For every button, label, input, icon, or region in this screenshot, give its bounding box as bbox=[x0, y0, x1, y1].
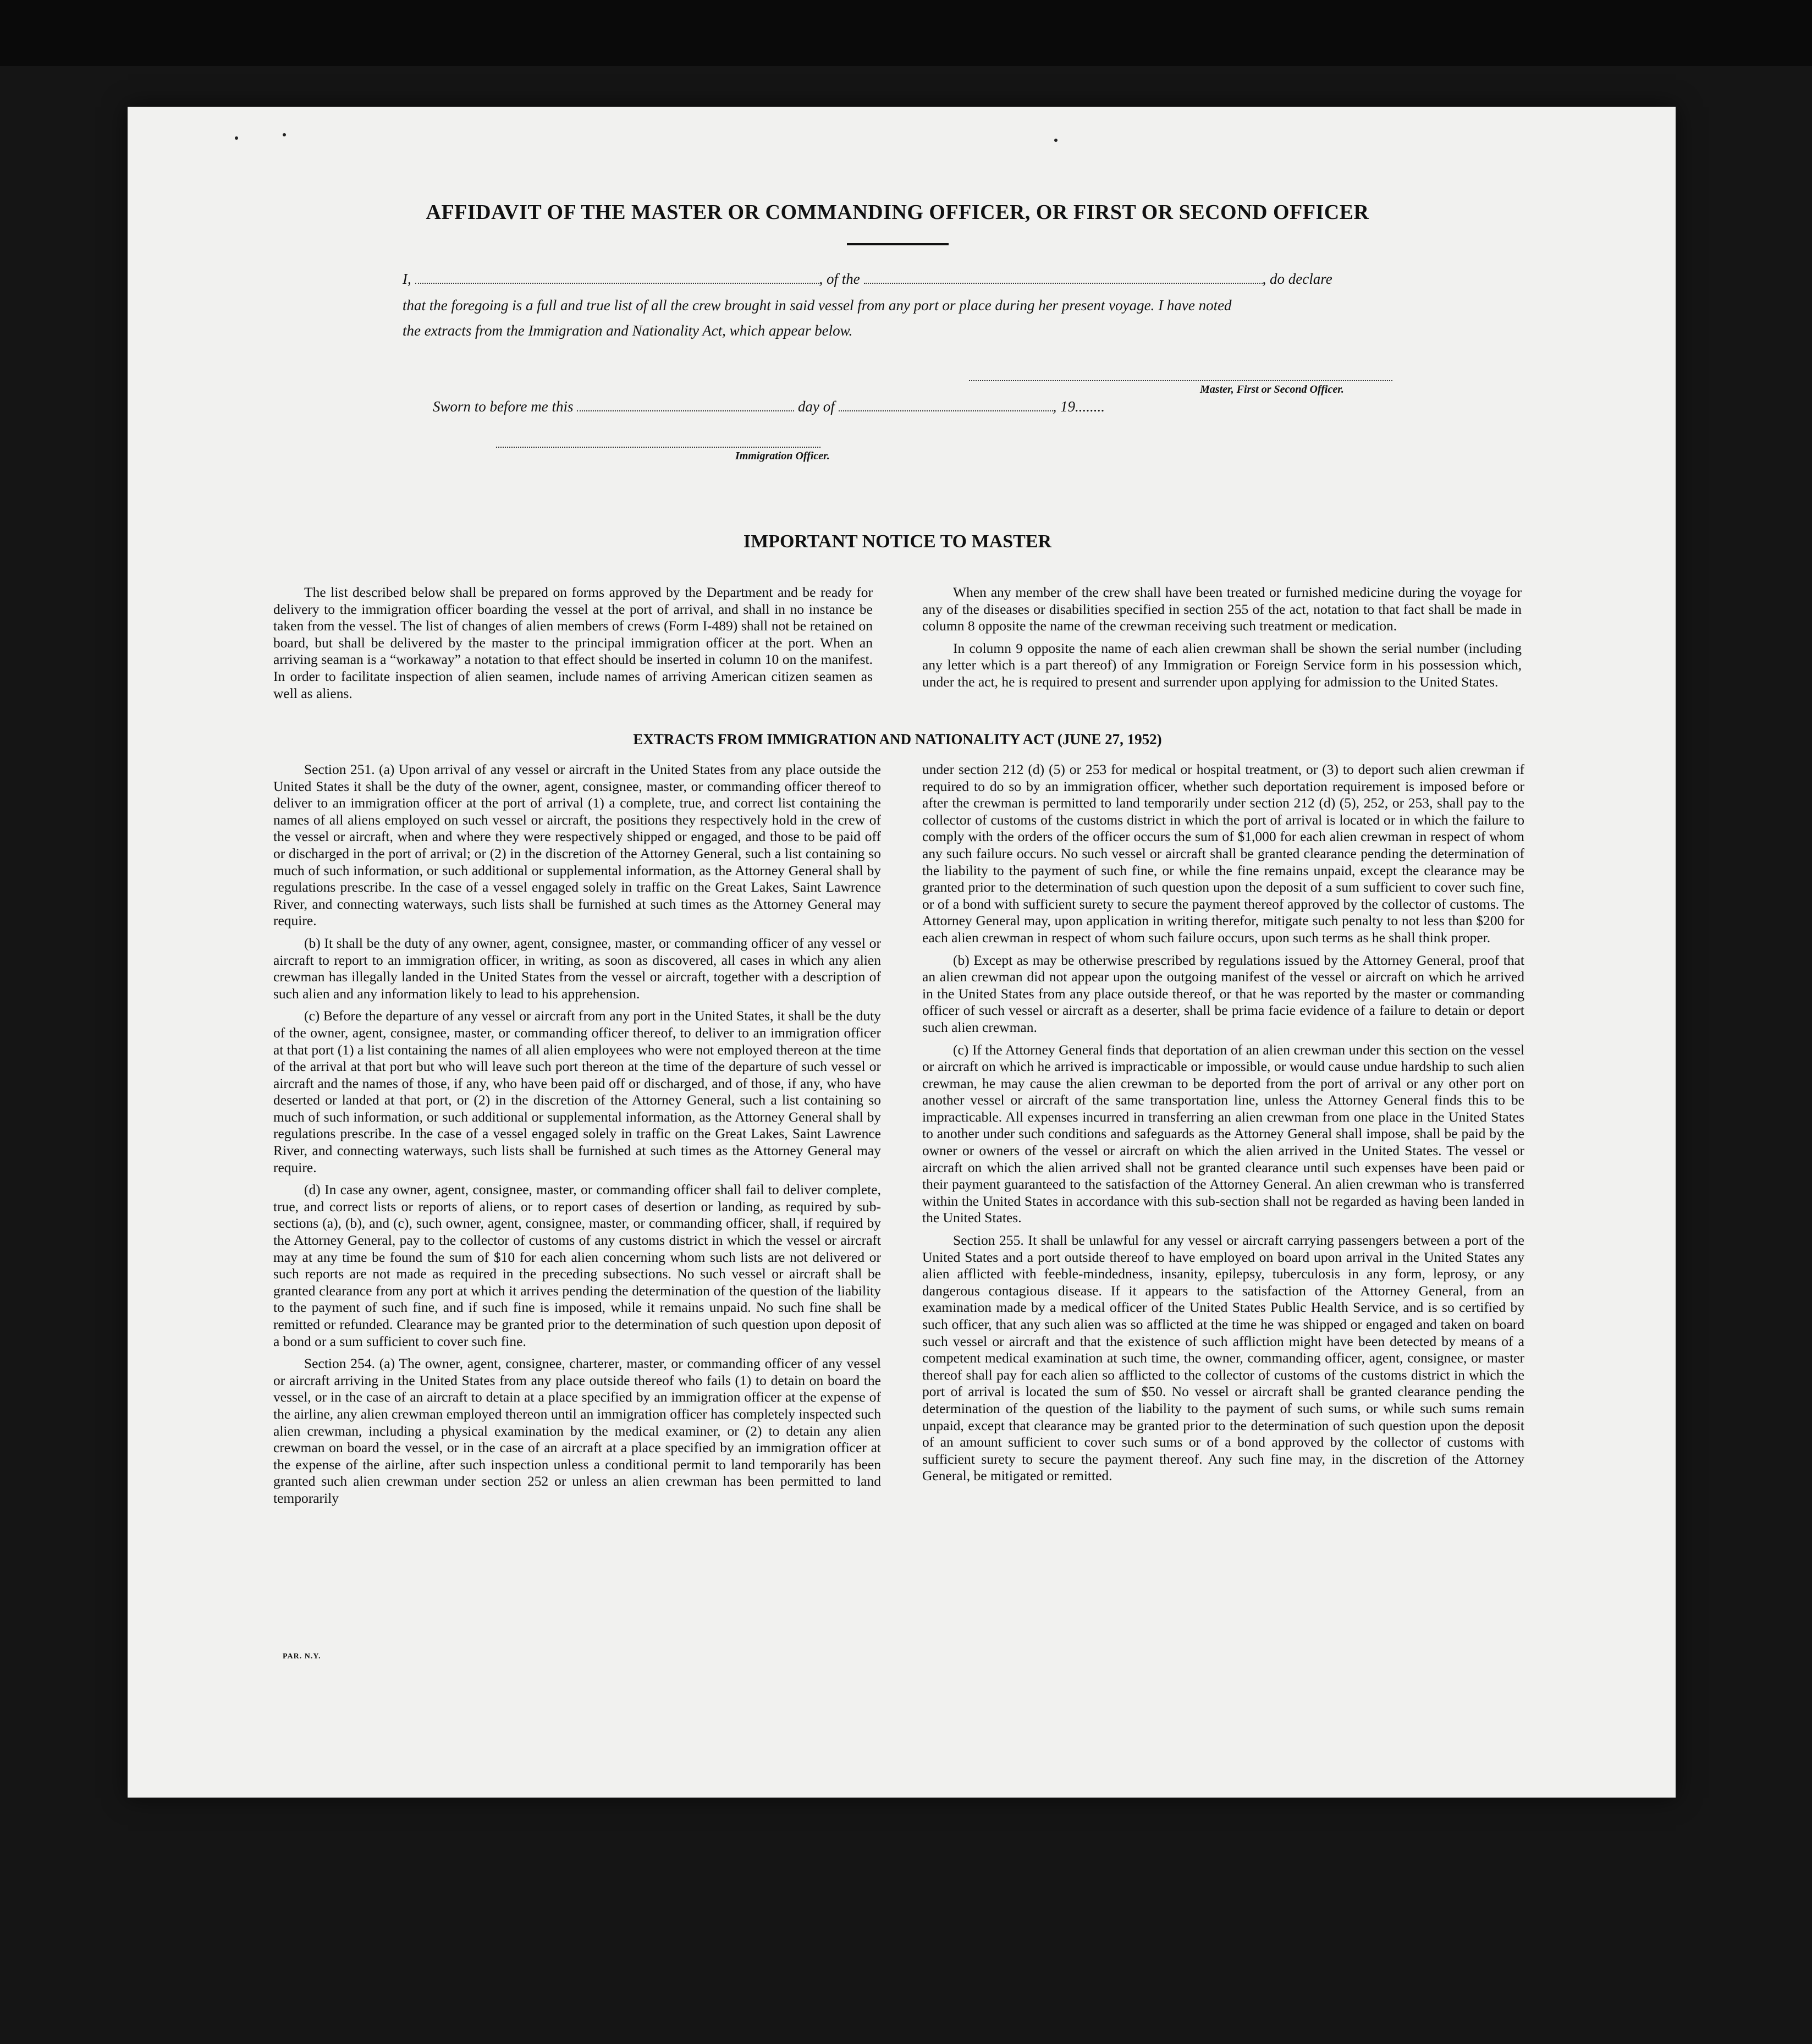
extracts-right-column bbox=[922, 761, 1524, 1490]
vessel-field[interactable] bbox=[864, 271, 1263, 284]
extract-paragraph: (d) In case any owner, agent, consignee, master, or commanding officer shall fail to deliver complete, true, and correct lists or reports of aliens, or to report cases of desertion or landing, as required by sub-sections (a), (b), and (c), such owner, agent, consignee, master, or commanding officer, shall, if required by the Attorney General, pay to the collector of customs of any customs district in which the vessel or aircraft may at any time be found the sum of $10 for each alien concerning whom such lists are not delivered or such reports are not made as required in the preceding subsections. No such vessel or aircraft shall be granted clearance from any port at which it arrives pending the determination of the question of the liability to the payment of such fine, and if such fine is imposed, while it remains unpaid. No such fine shall be remitted or refunded. Clearance may be granted prior to the determination of such question upon deposit of a bond or a sum sufficient to cover such fine. bbox=[273, 1182, 881, 1349]
notice-paragraph: The list described below shall be prepared on forms approved by the Department and be ready for delivery to the immigration officer boarding the vessel at the port of arrival, and shall in no instance be taken from the vessel. The list of changes of alien members of crews (Form I-489) shall not be retained on board, but shall be delivered by the master to the principal immigration officer at the port. When an arriving seaman is a “workaway” a notation to that effect should be inserted in column 10 on the manifest. In order to facilitate inspection of alien seamen, include names of arriving American citizen seamen as well as aliens. bbox=[273, 584, 873, 701]
speck bbox=[235, 136, 238, 140]
master-signature-line[interactable] bbox=[969, 380, 1392, 381]
notice-left-column bbox=[273, 584, 873, 707]
extracts-title: EXTRACTS FROM IMMIGRATION AND NATIONALITY ACT (JUNE 27, 1952) bbox=[633, 731, 1162, 748]
film-border-top bbox=[0, 0, 1812, 66]
sworn-day-field[interactable] bbox=[577, 398, 794, 411]
speck bbox=[283, 133, 286, 136]
extract-paragraph: Section 255. It shall be unlawful for any vessel or aircraft carrying passengers between a port of the United States and a port outside thereof to have employed on board upon arrival in the United States any alien afflicted with feeble-mindedness, insanity, epilepsy, tuberculosis in any form, leprosy, or any dangerous contagious disease. If it appears to the satisfaction of the Attorney General, from an examination made by a medical officer of the United States Public Health Service, and is so certified by such officer, that any such alien was so afflicted at the time he was shipped or engaged and taken on board such vessel or aircraft and that the existence of such affliction might have been detected by means of a competent medical examination at such time, the owner, commanding officer, agent, consignee, or master thereof shall pay for each alien so afflicted to the collector of customs of the customs district in which the port of arrival is located the sum of $50. No vessel or aircraft shall be granted clearance pending the determination of the question of the liability to the payment of such sums, or while such sums remain unpaid, except that clearance may be granted prior to the determination of such question upon the deposit of an amount sufficient to cover such sums or of a bond approved by the collector of customs with sufficient surety to secure the payment thereof. Any such fine may, in the discretion of the Attorney General, be mitigated or remitted. bbox=[922, 1232, 1524, 1484]
master-signature-label: Master, First or Second Officer. bbox=[1200, 383, 1344, 395]
affidavit-line-2: that the foregoing is a full and true list of all the crew brought in said vessel from any port or place during her present voyage. I have noted bbox=[403, 297, 1232, 314]
notice-title: IMPORTANT NOTICE TO MASTER bbox=[743, 531, 1052, 552]
sworn-line bbox=[433, 394, 1533, 419]
printer-mark: PAR. N.Y. bbox=[283, 1652, 321, 1661]
notice-paragraph: In column 9 opposite the name of each alien crewman shall be shown the serial number (including any letter which is a part thereof) of any Immigration or Foreign Service form in his possession which, under the act, he is required to present and surrender upon applying for admission to the United States. bbox=[922, 640, 1522, 690]
affidavit-line-3: the extracts from the Immigration and Nationality Act, which appear below. bbox=[403, 322, 853, 339]
extracts-left-column bbox=[273, 761, 881, 1513]
affidavit-i-label: I, bbox=[403, 271, 411, 287]
extract-paragraph: (b) Except as may be otherwise prescribed by regulations issued by the Attorney General, proof that an alien crewman did not appear upon the outgoing manifest of the vessel or aircraft on which he arrived in the United States from any place outside thereof, or that he was reported by the master or commanding officer of such vessel or aircraft as a deserter, shall be prima facie evidence of a failure to detain or deport such alien crewman. bbox=[922, 952, 1524, 1035]
extract-paragraph: under section 212 (d) (5) or 253 for medical or hospital treatment, or (3) to deport such alien crewman if required to do so by an immigration officer, whether such deportation requirement is imposed before or after the crewman is permitted to land temporarily under section 212 (d) (5), 252, or 253, shall pay to the collector of customs of the customs district in which the port of arrival is located or in which the failure to comply with the orders of the officer occurs the sum of $1,000 for each alien crewman in respect of whom any such failure occurs. No such vessel or aircraft shall be granted clearance pending the determination of the liability to the payment of such fine, or while the fine remains unpaid, except the clearance may be granted prior to the determination of such question upon the deposit of a sum sufficient to cover such fine, or of a bond with sufficient surety to secure the payment thereof approved by the collector of customs. The Attorney General may, upon application in writing therefor, mitigate such penalty to not less than $200 for each alien crewman in respect of whom such failure occurs, upon such terms as he shall think proper. bbox=[922, 761, 1524, 946]
year-label: , 19........ bbox=[1053, 398, 1105, 415]
officer-signature-line[interactable] bbox=[496, 447, 820, 448]
extract-paragraph: Section 251. (a) Upon arrival of any vessel or aircraft in the United States from any place outside the United States it shall be the duty of the owner, agent, consignee, master, or commanding officer thereof to deliver to an immigration officer at the port of arrival (1) a complete, true, and correct list containing the names of all aliens employed on such vessel or aircraft, the positions they respectively hold in the crew of the vessel or aircraft, when and where they were respectively shipped or engaged, and those to be paid off or discharged in the port of arrival; or (2) in the discretion of the Attorney General, such a list containing so much of such information, or such additional or supplemental information, as the Attorney General shall by regulations prescribe. In the case of a vessel engaged solely in traffic on the Great Lakes, Saint Lawrence River, and connecting waterways, such lists shall be furnished at such times as the Attorney General may require. bbox=[273, 761, 881, 929]
do-declare-label: , do declare bbox=[1262, 271, 1332, 287]
extract-paragraph: (c) Before the departure of any vessel or aircraft from any port in the United States, it shall be the duty of the owner, agent, consignee, master, or commanding officer thereof, to deliver to an immigration officer at that port (1) a list containing the names of all alien employees who were not employed thereon at the time of the arrival at that port but who will leave such port thereon at the time of the departure of such vessel or aircraft and the names of those, if any, who have been paid off or discharged, and of those, if any, who have deserted or landed at that port, or (2) in the discretion of the Attorney General, such a list containing so much of such information, or such additional or supplemental information, as the Attorney General shall by regulations prescribe. In the case of a vessel engaged solely in traffic on the Great Lakes, Saint Lawrence River, and connecting waterways, such lists shall be furnished at such times as the Attorney General may require. bbox=[273, 1008, 881, 1175]
document-page bbox=[128, 107, 1676, 1798]
name-field[interactable] bbox=[415, 271, 819, 284]
of-the-label: , of the bbox=[819, 271, 860, 287]
sworn-month-field[interactable] bbox=[839, 398, 1053, 411]
notice-paragraph: When any member of the crew shall have been treated or furnished medicine during the voyage for any of the diseases or disabilities specified in section 255 of the act, notation to that fact shall be made in column 8 opposite the name of the crewman receiving such treatment or medication. bbox=[922, 584, 1522, 634]
affidavit-line-1 bbox=[403, 266, 1502, 292]
affidavit-title: AFFIDAVIT OF THE MASTER OR COMMANDING OFFICER, OR FIRST OR SECOND OFFICER bbox=[426, 201, 1369, 224]
extract-paragraph: (b) It shall be the duty of any owner, agent, consignee, master, or commanding officer of any vessel or aircraft to report to an immigration officer, in writing, as soon as discovered, all cases in which any alien crewman has illegally landed in the United States from the vessel or aircraft, together with a description of such alien and any information likely to lead to his apprehension. bbox=[273, 935, 881, 1002]
title-divider bbox=[847, 243, 949, 245]
day-of-label: day of bbox=[798, 398, 835, 415]
notice-right-column bbox=[922, 584, 1522, 696]
sworn-label: Sworn to before me this bbox=[433, 398, 574, 415]
extract-paragraph: (c) If the Attorney General finds that deportation of an alien crewman under this section on the vessel or aircraft on which he arrived is impracticable or impossible, or would cause undue hardship to such alien crewman, he may cause the alien crewman to be deported from the port of arrival or any other port on another vessel or aircraft of the same transportation line, unless the Attorney General finds this to be impracticable. All expenses incurred in transferring an alien crewman from one place in the United States to another under such conditions and safeguards as the Attorney General shall impose, shall be paid by the owner or owners of the vessel or aircraft on which the alien arrived in the United States. The vessel or aircraft on which the alien arrived shall not be granted clearance until such expenses have been paid or their payment guaranteed to the satisfaction of the Attorney General. An alien crewman who is transferred within the United States in accordance with this sub-section shall not be regarded as having been landed in the United States. bbox=[922, 1041, 1524, 1226]
speck bbox=[1054, 139, 1058, 142]
officer-signature-label: Immigration Officer. bbox=[735, 450, 830, 462]
extract-paragraph: Section 254. (a) The owner, agent, consignee, charterer, master, or commanding officer of any vessel or aircraft arriving in the United States from any place outside thereof who fails (1) to detain on board the vessel, or in the case of an aircraft to detain at a place specified by an immigration officer at the expense of the airline, any alien crewman employed thereon until an immigration officer has completely inspected such alien crewman, including a physical examination by the medical examiner, or (2) to detain any alien crewman on board the vessel, or in the case of an aircraft at a place specified by an immigration officer at the expense of the airline, after such inspection unless a conditional permit to land temporarily has been granted such alien crewman under section 252 or unless an alien crewman has been permitted to land temporarily bbox=[273, 1355, 881, 1506]
